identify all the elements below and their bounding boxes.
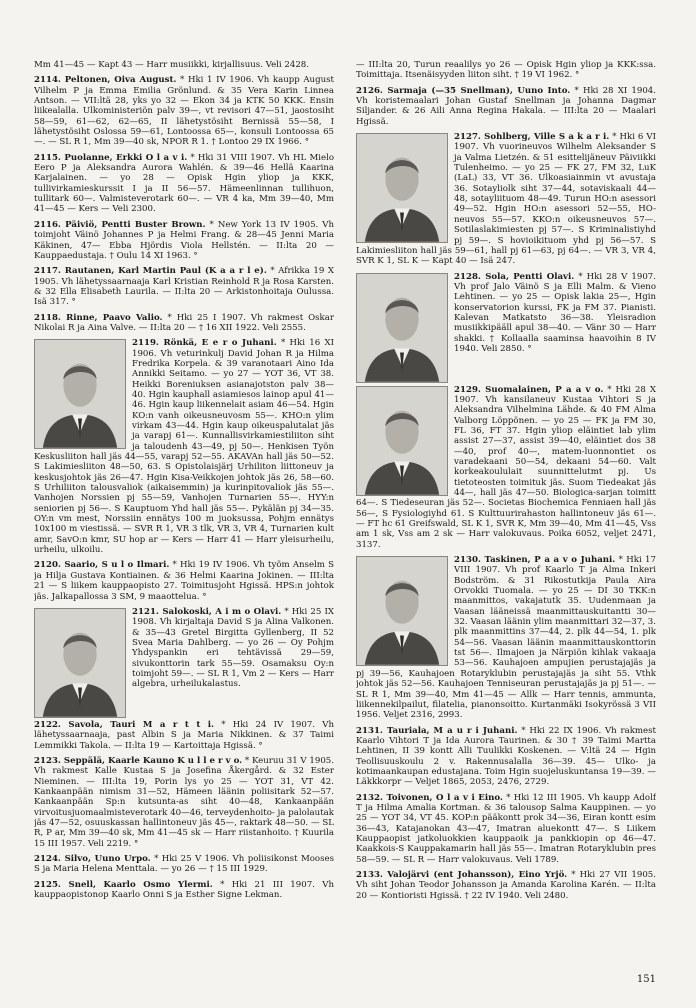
entry-heading: 2123. Seppälä, Kaarle Kauno K u l l e r v o.: [34, 755, 243, 766]
bio-entry: [34, 313, 334, 334]
bio-entry: [34, 560, 334, 601]
entry-heading: 2129. Suomalainen, P a a v o.: [454, 384, 604, 395]
bio-entry: [356, 555, 656, 721]
portrait-photo: [34, 608, 126, 718]
bio-entry: [34, 756, 334, 849]
bio-entry: [356, 132, 656, 266]
bio-entry: [356, 272, 656, 355]
left-column: [34, 60, 334, 975]
entry-heading: 2119. Rönkä, E e r o Juhani.: [132, 338, 277, 349]
bio-entry: [34, 266, 334, 307]
entry-text: — III:lta 20, Turun reaalilys yo 26 — Opisk Hgin yliop ja KKK:ssa. Toimittaja. Itsenäisyyden liiton siht. † 19 VI 1962. °: [356, 60, 656, 81]
portrait-photo: [356, 556, 448, 666]
portrait-photo: [34, 339, 126, 449]
entry-text: * New York 13 IV 1905. Vh toimjoht Väinö Johannes P ja Helmi Frang. & 28—45 Jenni Maria Käkinen, 47— Ebba Hjördis Viola Hellstén. — II:lta 20 — Kauppaedustaja. † Oulu 14 XI 1963. °: [34, 219, 334, 261]
portrait-photo: [356, 273, 448, 383]
entry-text: * Hki 25 I 1907. Vh rakmest Oskar Nikolai R ja Aina Valve. — II:lta 20 — † 16 XII 1922. Veli 2555.: [34, 312, 334, 333]
entry-text: * Hki 22 IX 1906. Vh rakmest Kaarlo Vihtori T ja Ida Aurora Taurinen. & 30 † 39 Taimi Martta Lehtinen, II 39 kontt Alli Tuulikki Koskenen. — V:ltä 24 — Hgin Teollisuuskoulu 2 v. Rakennusalalla 36—39. 45— Ulko- ja kotimaankaupan edustajana. Toim Hgin suojeluskuntansa 19—39. — Läkkkorpr — Veljet 1865, 2053, 2476, 2729.: [356, 725, 656, 788]
bio-entry: [34, 75, 334, 147]
entry-text: * Hki 21 III 1907. Vh kauppaopistonop Kaarlo Onni S ja Esther Signe Lekman.: [34, 879, 334, 900]
entry-heading: 2120. Saario, S u l o Ilmari.: [34, 560, 170, 571]
entry-heading: 2126. Sarmaja (—35 Snellman), Uuno Into.: [356, 85, 571, 96]
entry-text: * Afrikka 19 X 1905. Vh lähetyssaarnaaja Karl Kristian Reinhold R ja Rosa Karsten. & 32 Ella Elisabeth Laurila. — II:lta 20 — Arkistonhoitaja Oulussa. Isä 317. °: [34, 266, 334, 308]
entry-heading: 2117. Rautanen, Karl Martin Paul (K a a r l e).: [34, 266, 267, 277]
entry-heading: 2130. Taskinen, P a a v o Juhani.: [454, 555, 616, 566]
entry-heading: 2121. Salokoski, A i m o Olavi.: [132, 606, 282, 617]
entry-text: * Hki 28 XI 1904. Vh koristemaalari Johan Gustaf Snellman ja Johanna Dagmar Siljander. & 26 Aili Anna Regina Hakala. — III:lta 20 — Maalari Hgissä.: [356, 85, 656, 127]
right-column: [356, 60, 656, 975]
entry-text: * Hki 31 VIII 1907. Vh HL Mielo Eero P ja Aleksandra Aurora Wahlén. & 39—46 Hellä Kaarina Karjalainen. — yo 28 — Opisk Hgin yliop ja KKK, tullivirkamieskurssit I ja II 56—57. Hämeenlinnan tullihuon, tullitark 60—. Valmisteverotark 60—. — VR 4 ka, Mm 39—40, Mm 41—45 — Kers — Veli 2300.: [34, 152, 334, 215]
entry-text: * Hki 25 V 1906. Vh poliisikonst Mooses S ja Maria Helena Menttala. — yo 26 — † 15 III 1929.: [34, 853, 334, 875]
bio-entry: [34, 338, 334, 555]
entry-text: * Hki 28 X 1907. Vh kansilaneuv Kustaa Vihtori S ja Aleksandra Vilhelmina Lähde. & 40 FM Alma Valborg Löppönen. — yo 25 — FK ja FM 30, FL 36, FT 37. Hgin yliop eläintiet lab ylim assist 27—37, assist 39—40, eläintiet dos 38—40, prof 40—, matem-luonnontiet os varadekaani 50—54, dekaani 54—60. Valt korkeakoululait suunnittelutmt pj. Us tietoteosten toimituk jäs. Suom Tiedeakat jäs 44—, hall jäs 47—50. Biologica-sarjan toimitt 64—. S Tiedeseuran jäs 52—. Societas Biochemica Fenniaen hall jäs 56—, S Fysiologiyhd 61. S Kulttuurirahaston hallintoneuv jäs 61—. — FT hc 61 Greifswald, SL K 1, SVR K, Mm 39—40, Mm 41—45, Vss am 1 sk, Vss am 2 sk — Harr valokuvaus. Poika 6052, veljet 2471, 3137.: [356, 384, 656, 550]
bio-entry: [356, 385, 656, 551]
entry-heading: 2115. Puolanne, Erkki O l a v i.: [34, 152, 188, 163]
bio-entry: [356, 726, 656, 788]
entry-heading: 2118. Rinne, Paavo Valio.: [34, 312, 163, 323]
bio-entry: [34, 880, 334, 901]
entry-heading: 2125. Snell, Kaarlo Osmo Ylermi.: [34, 879, 213, 890]
bio-entry: [356, 60, 656, 81]
bio-entry: [34, 854, 334, 875]
entry-text: * Hki 1 IV 1906. Vh kaupp August Vilhelm P ja Emma Emilia Grönlund. & 35 Vera Karin Linnea Antson. — VII:ltä 28, yks yo 32 — Ekon 34 ja KTK 50 KKK. Ensin liikealalla. Ulkoministeriön palv 39—, vt revisori 47—51, jaostosiht 58—59, 61—62, 62—65, II lähetystösiht Bernissä 55—58, I lähetystösiht Oslossa 59—61, Lontoossa 65—, konsuli Lontoossa 65—. — SL R 1, Mm 39—40 sk, NPOR R 1. † Lontoo 29 IX 1966. °: [34, 75, 334, 148]
bio-entry: [34, 607, 334, 690]
entry-text: * Hki 6 VI 1907. Vh vuorineuvos Wilhelm Aleksander S ja Valma Lietzén. & 51 esittelijäneuv Päiviikki Tulenheimo. — yo 25 — FK 27, FM 32, LuK (LaL) 33, VT 36. Ulkoasiainmin vt avustaja 36. Sotayliolk siht 37—44, sotaviskaali 44—48, sotayliituom 48—49. Turun HO:n asessori 49—52. Hgin HO:n asessori 52—55, HO-neuvos 55—57. KKO:n oikeusneuvos 57—. Sotilaslakimiesten pj 57—. S Kriminalistiyhd pj 59—. S hovioikituom yhd pj 56—57. S Lakimiesliiton hall jäs 59—61, hall pj 61—63, pj 64—. — VR 3, VR 4, SVR K 1, SL K — Kapt 40 — Isä 247.: [356, 132, 656, 267]
bio-entry: [34, 720, 334, 751]
entry-heading: 2114. Peltonen, Oiva August.: [34, 75, 177, 86]
bio-entry: [356, 793, 656, 865]
portrait-photo: [356, 133, 448, 243]
entry-heading: 2124. Silvo, Uuno Urpo.: [34, 853, 151, 864]
portrait-photo: [356, 386, 448, 496]
entry-text: Mm 41—45 — Kapt 43 — Harr musiikki, kirjallisuus. Veli 2428.: [34, 60, 309, 70]
entry-heading: 2133. Valojärvi (ent Johansson), Eino Yrjö.: [356, 870, 568, 880]
page-number: 151: [636, 973, 656, 985]
entry-heading: 2116. Päiviö, Pentti Buster Brown.: [34, 219, 206, 230]
entry-heading: 2122. Savola, Tauri M a r t t i.: [34, 719, 215, 730]
entry-text: * Hki 19 IV 1906. Vh työm Anselm S ja Hilja Gustava Kontiainen. & 36 Helmi Kaarina Jokinen. — III:lta 21 — S liikem kauppaopisto 27. Toimitusjoht Hgissä. HPS:n johtok jäs. Jalkapallossa 3 SM, 9 maaottelua. °: [34, 560, 334, 602]
bio-entry: [34, 153, 334, 215]
bio-entry: [356, 86, 656, 127]
entry-heading: 2128. Sola, Pentti Olavi.: [454, 271, 575, 282]
entry-heading: 2132. Toivonen, O l a v i Eino.: [356, 792, 503, 803]
entry-text: * Hki 12 III 1905. Vh kaupp Adolf T ja Hilma Amalia Kortman. & 36 talousop Salma Kauppinen. — yo 25 — YOT 34, VT 45. KOP:n pääkontt prok 34—36, Eiran kontt esim 36—43, Katajanokan 43—47, Imatran aluekontt 47—. S Liikem Kauppaopist jatkoluokkien kauppaoik ja pankkiopin op 46—47. Kaakkois-S Kauppakamarin hall jäs 55—. Imatran Rotaryklubin pres 58—59. — SL R — Harr valokuvaus. Veli 1789.: [356, 792, 656, 865]
entry-heading: 2131. Tauriala, M a u r i Juhani.: [356, 725, 518, 736]
entry-text: * Hki 17 VIII 1907. Vh prof Kaarlo T ja Alma Inkeri Bodström. & 31 Rikostutkija Paula Aira Orvokki Tuomala. — yo 25 — DI 30 TKK:n maanmittos, vakajatutk 35. Uudenmaan ja Vaasan lääneissä maanmittauskuitantti 30—32. Vaasan läänin ylim maanmittari 32—37, 3. plk maanmittins 37—44, 2. plk 44—54, 1. plk 54—56. Vaasan läänin maanmittauskonttorin tst 56—. Ilmajoen ja Närpiön kihlak vakaaja 53—56. Kauhajoen ampujien perustajajäs ja pj 39—56, Kauhajoen Rotaryklubin perustajajäs ja siht 55. Vthk johtok jäs 52—56. Kauhajoen Tenniseuran perustajajäs ja pj 51—. — SL R 1, Mm 39—40, Mm 41—45 — Allk — Harr tennis, ammunta, liikennekilpailut, filatelia, pianonsoitto. Kurtanmäki Isokyrössä 3 VII 1956. Veljet 2316, 2993.: [356, 555, 656, 721]
entry-text: * Hki 27 VII 1905. Vh siht Johan Teodor Johansson ja Amanda Karolina Karén. — II:lta 20 — Kontioristi Hgissä. † 22 IV 1940. Veli 2480.: [356, 870, 656, 901]
bio-entry: [34, 220, 334, 261]
entry-heading: 2127. Sohlberg, Ville S a k a r i.: [454, 132, 610, 143]
entry-text: * Hki 25 IX 1908. Vh kirjaltaja David S ja Alina Valkonen. & 35—43 Gretel Birgitta Gyllenberg, II 52 Svea Maria Dahlberg. — yo 26 — Oy Pohjm Yhdyspankin eri tehtävissä 29—59, sivukonttorin tark 55—59. Osamaksu Oy:n toimjoht 59—. — SL R 1, Vm 2 — Kers — Harr algebra, urheilukalastus.: [132, 606, 334, 690]
entry-text: * Hki 28 V 1907. Vh prof Jalo Väinö S ja Elli Malm. & Vieno Lehtinen. — yo 25 — Opisk lakia 25—, Hgin konservatorion kurssi, FK ja FM 37. Pianisti. Kalevan Matkatsto 36—38. Yleisradion musiikkipääll apul 38—40. — Vänr 30 — Harr shakki. † Kollaalla saaminsa haavoihin 8 IV 1940. Veli 2850. °: [454, 271, 656, 354]
bio-entry: [34, 60, 334, 70]
bio-entry: [356, 870, 656, 901]
entry-text: * Hki 24 IV 1907. Vh lähetyssaarnaaja, past Albin S ja Maria Nikkinen. & 37 Taimi Lemmikki Takola. — II:lta 19 — Kartoittaja Hgissä. °: [34, 719, 334, 751]
page: [34, 60, 664, 980]
entry-text: * Keuruu 31 V 1905. Vh rakmest Kalle Kustaa S ja Josefina Åkergård. & 32 Ester Nieminen. — III:lta 19, Porin lys yo 25 — YOT 31, VT 42. Kankaanpään nimism 31—52, Hämeen läänin poliisitark 52—57. Kankaanpään Sp:n kutsunta-as siht 40—48, Kankaanpään virvoitusjuomaalmisteverotark 40—46, terveydenhoito- ja palolautak jäs 47—52, osuuskassan hallintoneuv jäs 45—, raktark 48—50. — SL R, P ar, Mm 39—40 sk, Mm 41—45 sk — Harr riistanhoito. † Kuurila 15 III 1957. Veli 2219. °: [34, 755, 334, 849]
entry-text: * Hki 16 XI 1906. Vh veturinkulj David Johan R ja Hilma Fredrika Korpela. & 39 varanotaari Aino Ida Annikki Seitamo. — yo 27 — YOT 36, VT 38. Heikki Boreniuksen asianajotston palv 38—40. Hgin kauphall asiamiesos lainop apul 41—46. Hgin kaup liikennelait asiam 46—54. Hgin KO:n vanh oikeusneuvosm 55—. KHO:n ylim virkam 43—44. Hgin kaup oikeuspalutalat jäs ja varapj 61—. Kunnallisvirkamiestiliiton siht ja taloudenh 43—49, pj 50—. Henkisen Työn Keskusliiton hall jäs 44—55, varapj 52—55. AKAVAn hall jäs 50—52. S Lakimiesliiton 48—50, 63. S Opistolaisjärj Urhiliton liittoneuv ja keskusjohtok jäs 26—47. Hgin Kisa-Veikkojen johtok jäs 26, 58—60. S Urhiliiton talousvaliok (aikaisemmin) ja kurinpitovaliok jäs 55—. Vanhojen Norssien pj 55—59, Vanhojen Turnarien 55—. HYY:n seniorien pj 56—. S Kauptuom Yhd hall jäs 55—. Pykälän pj 34—35. OY:n vm mest, Norssiin ennätys 100 m juoksussa, Pohjm ennätys 10x100 m viestissä. — SVR R 1, VR 3 tlk, VR 3, VR 4, Turnarien kult amr, SavO:n kmr, SU hop ar — Kers — Harr 41 — Harr yleisurheilu, urheilu, ulkoilu.: [34, 338, 334, 556]
